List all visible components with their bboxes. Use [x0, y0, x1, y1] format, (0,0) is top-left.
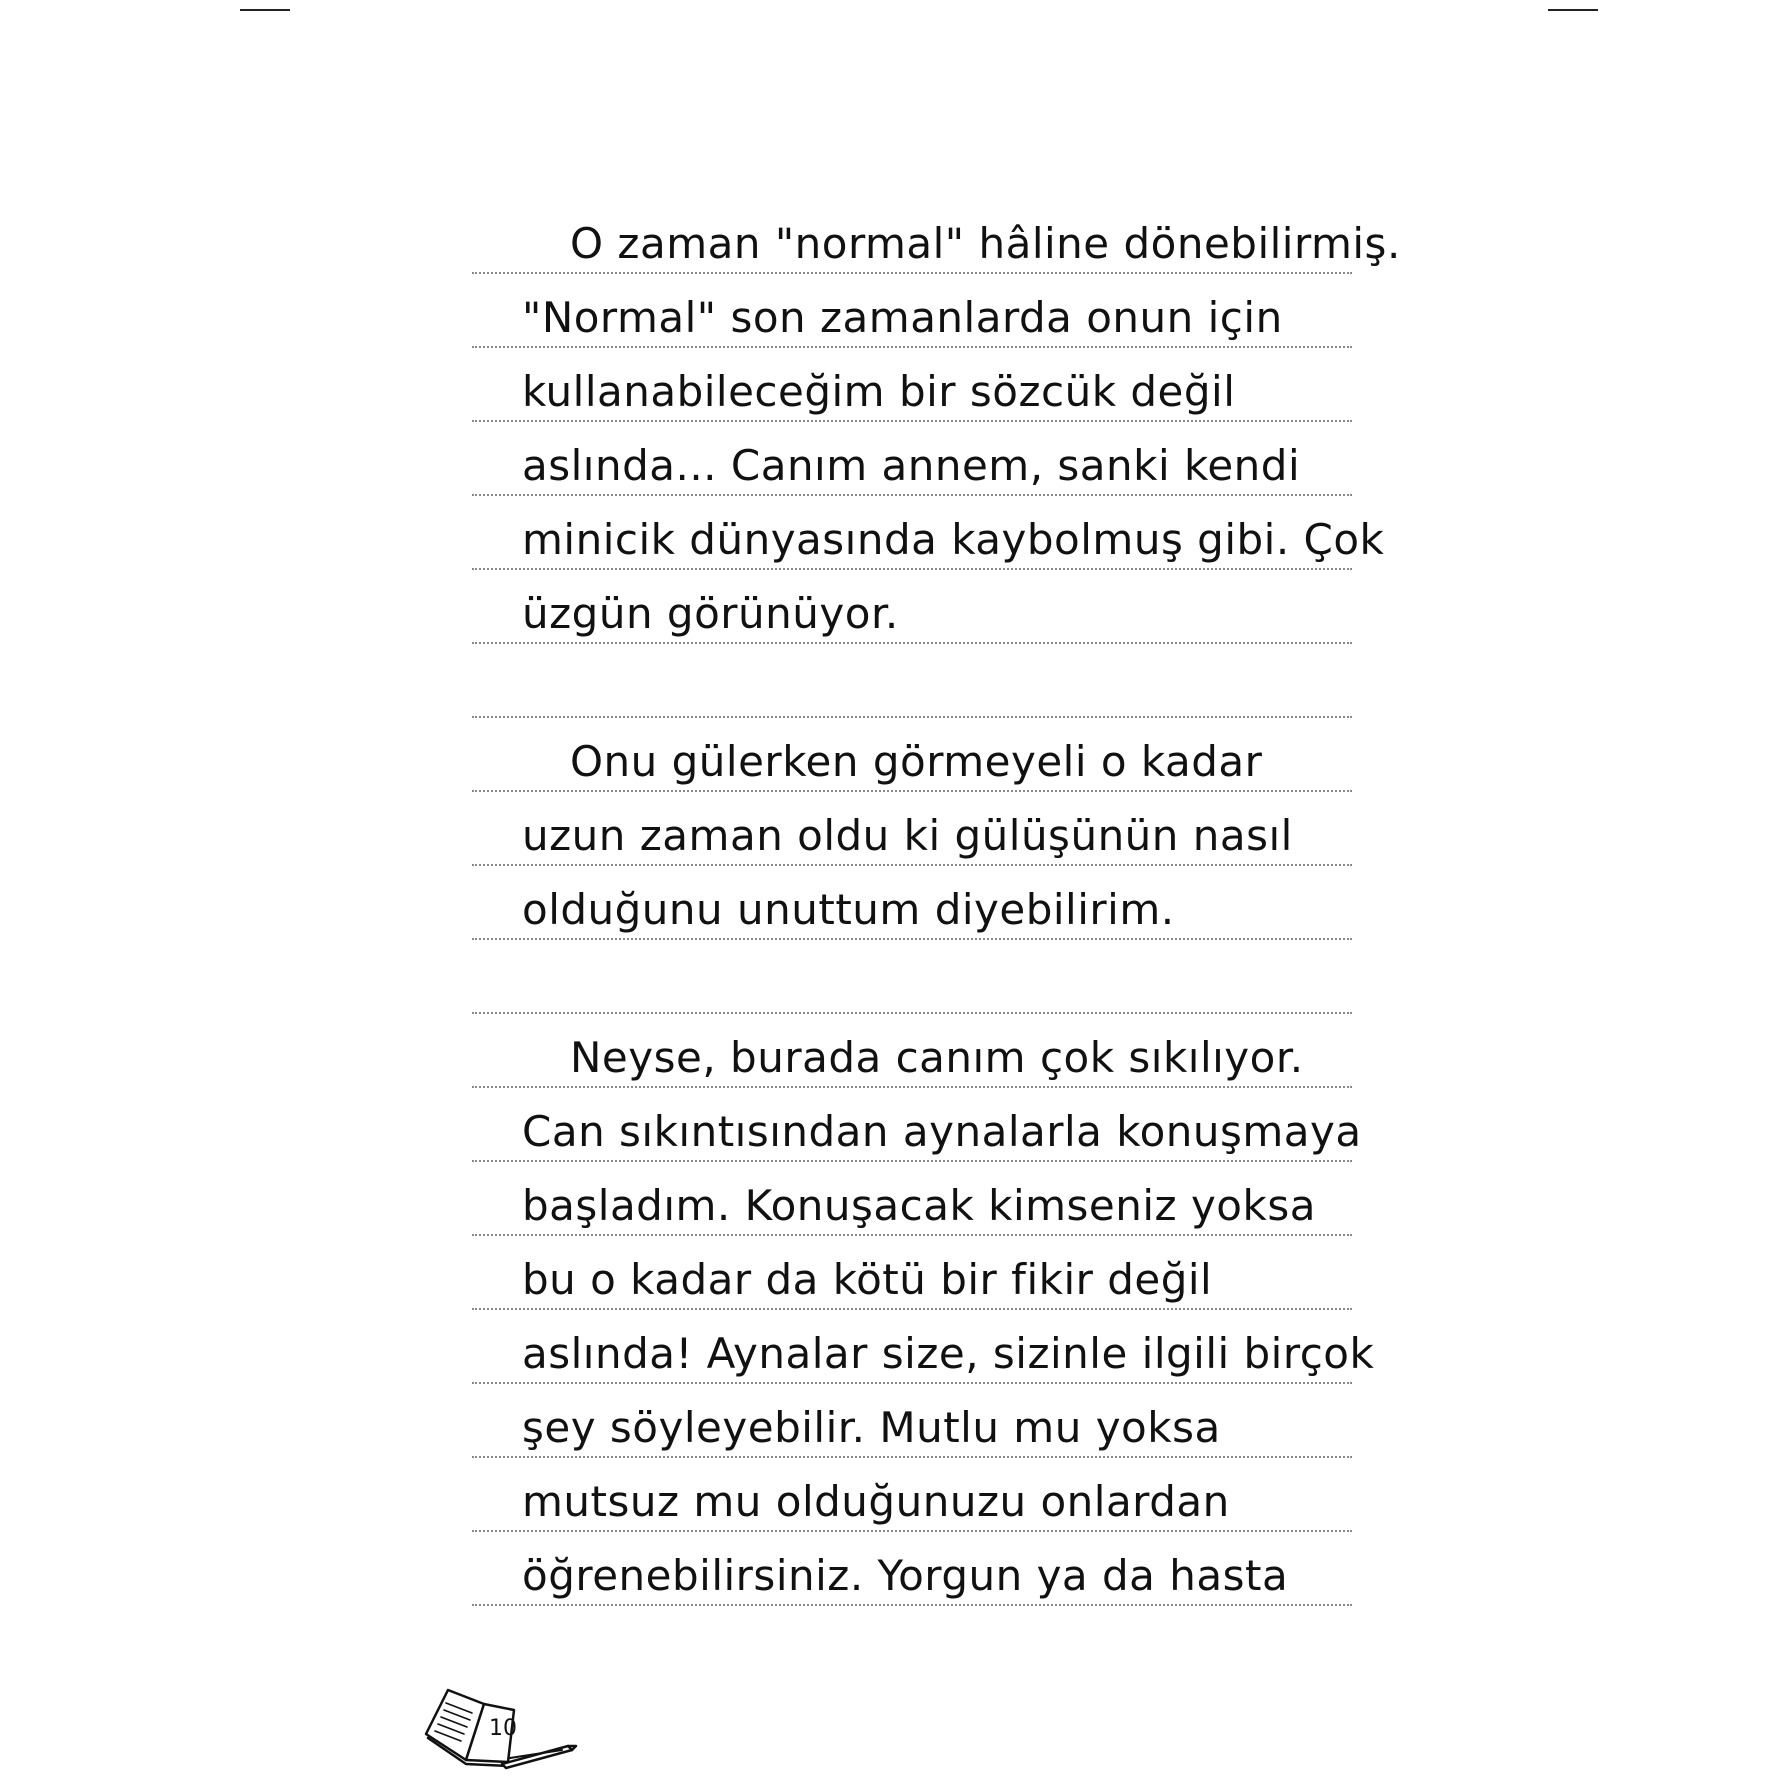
ruled-line [472, 570, 1352, 644]
ruled-line [472, 1236, 1352, 1310]
text-line: kullanabileceğim bir sözcük değil [522, 367, 1236, 416]
text-line: öğrenebilirsiniz. Yorgun ya da hasta [522, 1551, 1289, 1600]
crop-mark-left [240, 9, 290, 11]
ruled-line [472, 718, 1352, 792]
text-line: "Normal" son zamanlarda onun için [522, 293, 1283, 342]
text-line: uzun zaman oldu ki gülüşünün nasıl [522, 811, 1293, 860]
text-line: mutsuz mu olduğunuzu onlardan [522, 1477, 1230, 1526]
text-line: minicik dünyasında kaybolmuş gibi. Çok [522, 515, 1385, 564]
text-line: aslında... Canım annem, sanki kendi [522, 441, 1301, 490]
ruled-line [472, 1384, 1352, 1458]
text-line: aslında! Aynalar size, sizinle ilgili birçok [522, 1329, 1375, 1378]
ruled-line [472, 1162, 1352, 1236]
ruled-line [472, 496, 1385, 570]
ruled-line [472, 274, 1352, 348]
ruled-line [472, 1088, 1362, 1162]
ruled-line [472, 866, 1352, 940]
text-line: üzgün görünüyor. [522, 589, 899, 638]
text-line: Neyse, burada canım çok sıkılıyor. [570, 1033, 1304, 1082]
text-line: başladım. Konuşacak kimseniz yoksa [522, 1181, 1316, 1230]
text-line: O zaman "normal" hâline dönebilirmiş. [570, 219, 1401, 268]
ruled-line [472, 422, 1352, 496]
text-line: bu o kadar da kötü bir fikir değil [522, 1255, 1213, 1304]
text-line: şey söyleyebilir. Mutlu mu yoksa [522, 1403, 1221, 1452]
ruled-line [472, 940, 1352, 1014]
ruled-line [472, 792, 1352, 866]
text-line: olduğunu unuttum diyebilirim. [522, 885, 1175, 934]
crop-mark-right [1548, 9, 1598, 11]
page-number: 10 [489, 1716, 517, 1741]
ruled-line [472, 1532, 1352, 1606]
ruled-line [472, 348, 1352, 422]
ruled-line [472, 200, 1401, 274]
ruled-line [472, 1458, 1352, 1532]
text-line: Onu gülerken görmeyeli o kadar [570, 737, 1263, 786]
ruled-line [472, 644, 1352, 718]
text-line: Can sıkıntısından aynalarla konuşmaya [522, 1107, 1362, 1156]
ruled-line [472, 1310, 1375, 1384]
ruled-line [472, 1014, 1352, 1088]
ruled-page-body [472, 200, 1401, 1606]
